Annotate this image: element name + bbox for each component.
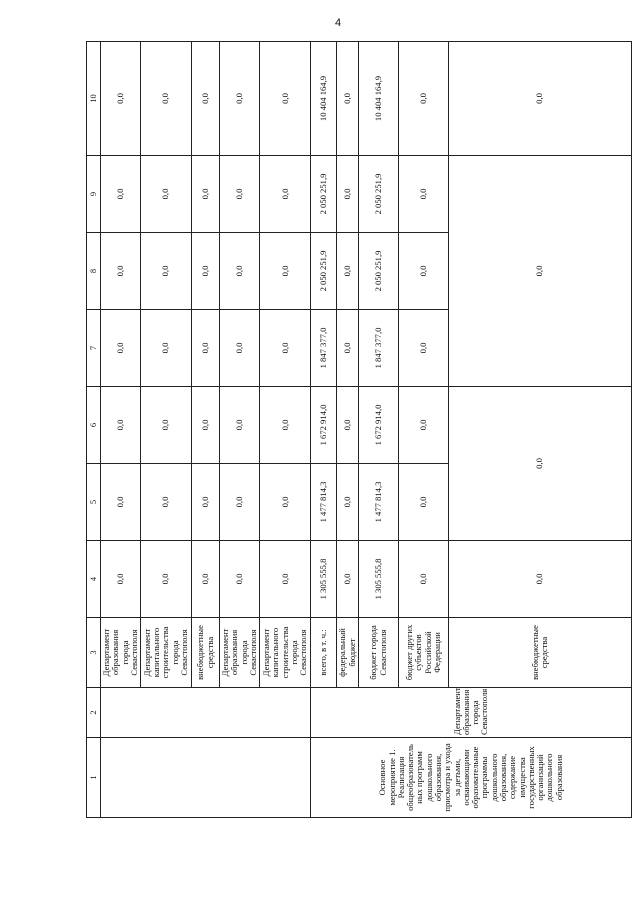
value-cell: 0,0 (141, 42, 192, 156)
value-cell: 0,0 (337, 233, 359, 310)
value-cell: 0,0 (220, 541, 260, 618)
value-cell: 0,0 (337, 42, 359, 156)
table-row (101, 42, 141, 818)
value-cell: 1 477 814,3 (359, 464, 399, 541)
value-cell: 0,0 (192, 310, 220, 387)
financing-table (86, 41, 632, 818)
value-cell: 0,0 (192, 156, 220, 233)
value-cell: 0,0 (399, 541, 449, 618)
value-cell: 0,0 (192, 387, 220, 464)
header-cell: 5 (87, 464, 101, 541)
value-cell: 0,0 (101, 387, 141, 464)
value-cell: 0,0 (220, 464, 260, 541)
value-cell: 2 050 251,9 (359, 156, 399, 233)
value-cell: 0,0 (260, 541, 311, 618)
value-cell: 0,0 (220, 42, 260, 156)
header-cell: 2 (87, 688, 101, 738)
value-cell: 0,0 (399, 387, 449, 464)
header-cell: 4 (87, 541, 101, 618)
value-cell: 0,0 (449, 387, 632, 541)
row-label: бюджет города Севастополя (359, 618, 399, 688)
executor-cell-empty (101, 688, 311, 738)
value-cell: 10 404 164,9 (311, 42, 337, 156)
value-cell: 0,0 (101, 156, 141, 233)
value-cell: 0,0 (260, 233, 311, 310)
row-label: внебюджетные средства (449, 618, 632, 688)
row-label: Департамент образования города Севастополя (101, 618, 141, 688)
row-label: бюджет других субъектов Российской Федерации (399, 618, 449, 688)
table-row (311, 42, 337, 818)
value-cell: 0,0 (260, 156, 311, 233)
value-cell: 1 847 377,0 (311, 310, 337, 387)
value-cell: 0,0 (337, 310, 359, 387)
value-cell: 2 050 251,9 (311, 156, 337, 233)
value-cell: 0,0 (141, 464, 192, 541)
value-cell: 0,0 (192, 464, 220, 541)
value-cell: 0,0 (449, 541, 632, 618)
value-cell: 0,0 (141, 310, 192, 387)
value-cell: 10 404 164,9 (359, 42, 399, 156)
row-label: всего, в т. ч.: (311, 618, 337, 688)
value-cell: 0,0 (220, 387, 260, 464)
value-cell: 0,0 (337, 464, 359, 541)
value-cell: 1 305 555,8 (311, 541, 337, 618)
value-cell: 0,0 (220, 310, 260, 387)
row-label: Департамент капитального строительства города Севастополя (260, 618, 311, 688)
value-cell: 0,0 (101, 541, 141, 618)
value-cell: 0,0 (337, 387, 359, 464)
value-cell: 0,0 (192, 541, 220, 618)
value-cell: 0,0 (260, 310, 311, 387)
value-cell: 0,0 (449, 42, 632, 156)
value-cell: 1 477 814,3 (311, 464, 337, 541)
value-cell: 0,0 (101, 464, 141, 541)
header-cell: 1 (87, 738, 101, 818)
value-cell: 0,0 (449, 156, 632, 387)
row-label: федеральный бюджет (337, 618, 359, 688)
row-label: Департамент капитального строительства города Севастополя (141, 618, 192, 688)
value-cell: 1 305 555,8 (359, 541, 399, 618)
value-cell: 0,0 (141, 233, 192, 310)
header-cell: 7 (87, 310, 101, 387)
value-cell: 0,0 (399, 464, 449, 541)
value-cell: 0,0 (141, 541, 192, 618)
executor-cell: Департамент образования города Севастополя (311, 688, 632, 738)
value-cell: 0,0 (337, 156, 359, 233)
header-cell: 6 (87, 387, 101, 464)
row-label: внебюджетные средства (192, 618, 220, 688)
header-row (87, 42, 101, 818)
value-cell: 0,0 (220, 156, 260, 233)
header-cell: 3 (87, 618, 101, 688)
page-number: 4 (334, 17, 342, 29)
activity-cell: Основное мероприятие 1. Реализация общеобразователь ных программ дошкольного образования, присмотра и ухода за детьми, осваивающими образовательные программы дошкольного образования, содержание имущества государственных организаций дошкольного образования (311, 738, 632, 818)
value-cell: 0,0 (101, 310, 141, 387)
value-cell: 0,0 (399, 310, 449, 387)
value-cell: 0,0 (192, 233, 220, 310)
value-cell: 0,0 (337, 541, 359, 618)
value-cell: 2 050 251,9 (359, 233, 399, 310)
value-cell: 0,0 (141, 387, 192, 464)
value-cell: 0,0 (101, 233, 141, 310)
value-cell: 0,0 (399, 233, 449, 310)
value-cell: 0,0 (399, 42, 449, 156)
header-cell: 9 (87, 156, 101, 233)
value-cell: 0,0 (192, 42, 220, 156)
header-cell: 10 (87, 42, 101, 156)
row-label: Департамент образования города Севастополя (220, 618, 260, 688)
value-cell: 1 672 914,0 (359, 387, 399, 464)
value-cell: 2 050 251,9 (311, 233, 337, 310)
table-wrapper (86, 42, 632, 818)
value-cell: 0,0 (141, 156, 192, 233)
value-cell: 0,0 (399, 156, 449, 233)
value-cell: 0,0 (260, 387, 311, 464)
value-cell: 0,0 (260, 464, 311, 541)
value-cell: 0,0 (101, 42, 141, 156)
value-cell: 0,0 (260, 42, 311, 156)
value-cell: 1 847 377,0 (359, 310, 399, 387)
activity-cell-empty (101, 738, 311, 818)
value-cell: 1 672 914,0 (311, 387, 337, 464)
header-cell: 8 (87, 233, 101, 310)
value-cell: 0,0 (220, 233, 260, 310)
